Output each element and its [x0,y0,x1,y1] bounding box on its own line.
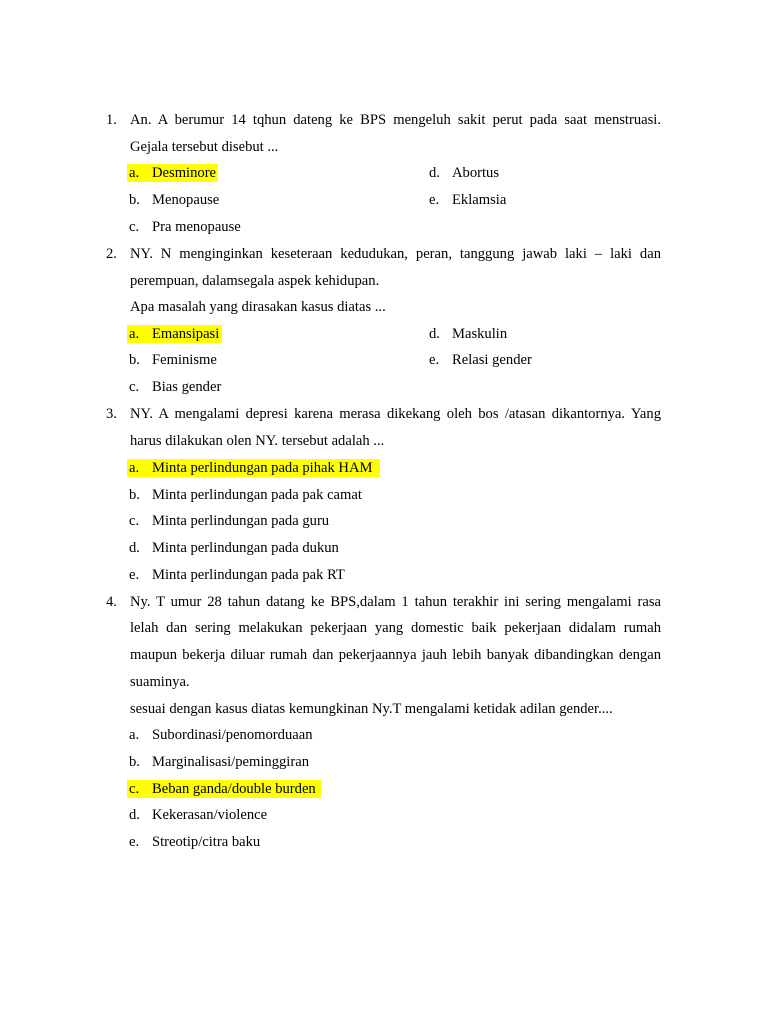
question-number: 1. [106,112,117,128]
question-stem-line: An. A berumur 14 tqhun dateng ke BPS mengeluh sakit perut pada saat menstruasi. [130,112,661,128]
option-text: Relasi gender [452,352,532,368]
option-letter: c. [129,379,140,395]
question-stem-line: harus dilakukan olen NY. tersebut adalah ... [130,433,385,449]
option-letter: b. [129,487,140,503]
option-letter: b. [129,754,140,770]
option-text: Marginalisasi/peminggiran [152,754,309,770]
option-text: Feminisme [152,352,217,368]
question-number: 2. [106,246,117,262]
option-text: Maskulin [452,326,508,342]
option-letter: a. [129,165,140,181]
option-text: Beban ganda/double burden [152,781,316,797]
option-letter: e. [129,567,140,583]
option-text: Eklamsia [452,192,507,208]
question-stem-line: Gejala tersebut disebut ... [130,139,279,155]
option-text: Minta perlindungan pada guru [152,513,330,529]
question-stem-line: sesuai dengan kasus diatas kemungkinan Ny.T mengalami ketidak adilan gender.... [130,701,613,717]
option-text: Menopause [152,192,220,208]
option-text: Bias gender [152,379,222,395]
option-text: Kekerasan/violence [152,807,268,823]
question-number: 3. [106,406,117,422]
option-text: Desminore [152,165,217,181]
question-stem-line: perempuan, dalamsegala aspek kehidupan. [130,273,380,289]
option-letter: b. [129,192,140,208]
option-text: Streotip/citra baku [152,834,261,850]
option-text: Minta perlindungan pada pihak HAM [152,460,373,476]
question-number: 4. [106,594,117,610]
question-stem-line: NY. N menginginkan keseteraan kedudukan, peran, tanggung jawab laki – laki dan [130,246,661,262]
option-letter: e. [429,192,440,208]
option-text: Subordinasi/penomorduaan [152,727,313,743]
question-stem-line: Apa masalah yang dirasakan kasus diatas ... [130,299,386,315]
option-text: Minta perlindungan pada pak camat [152,487,362,503]
option-text: Minta perlindungan pada pak RT [152,567,345,583]
option-text: Minta perlindungan pada dukun [152,540,339,556]
question-stem-line: Ny. T umur 28 tahun datang ke BPS,dalam 1 tahun terakhir ini sering mengalami rasa [130,594,661,610]
option-letter: a. [129,326,140,342]
question-stem-line: maupun bekerja diluar rumah dan pekerjaannya jauh lebih banyak dibandingkan dengan [130,647,661,663]
option-letter: b. [129,352,140,368]
option-letter: d. [129,540,140,556]
question-stem-line: suaminya. [130,674,190,690]
option-letter: d. [129,807,140,823]
question-stem-line: NY. A mengalami depresi karena merasa dikekang oleh bos /atasan dikantornya. Yang [130,406,661,422]
option-letter: c. [129,781,140,797]
option-text: Pra menopause [152,219,241,235]
option-letter: c. [129,513,140,529]
option-text: Abortus [452,165,500,181]
option-letter: d. [429,326,440,342]
option-letter: a. [129,460,140,476]
option-letter: c. [129,219,140,235]
question-stem-line: lelah dan sering melakukan pekerjaan yang domestic baik pekerjaan didalam rumah [130,620,661,636]
option-text: Emansipasi [152,326,220,342]
option-letter: e. [129,834,140,850]
option-letter: d. [429,165,440,181]
option-letter: a. [129,727,140,743]
option-letter: e. [429,352,440,368]
